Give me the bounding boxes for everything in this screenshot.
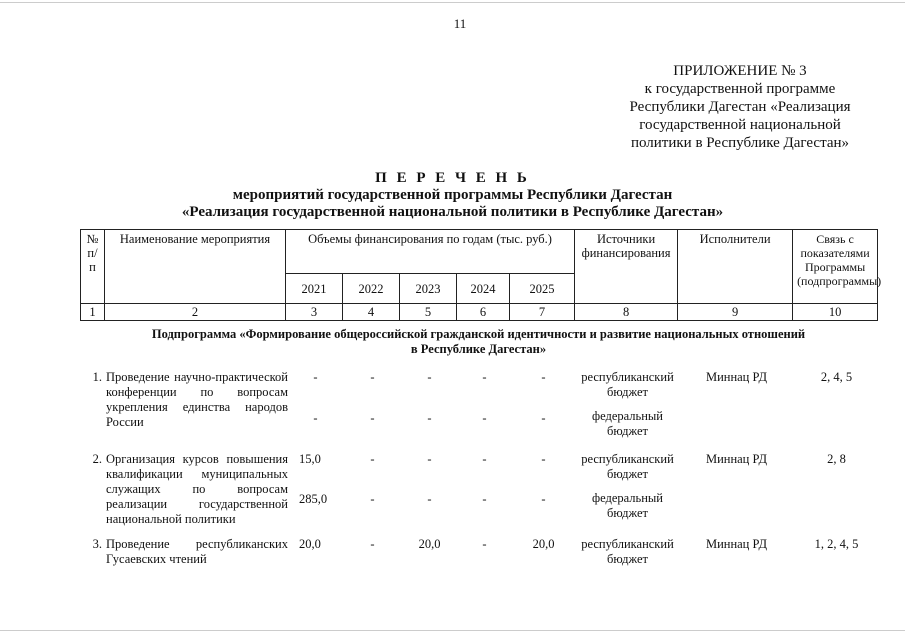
row-value: - (370, 411, 375, 425)
row-name: Проведение научно-практической конференции по вопросам укрепления единства народов России (106, 370, 288, 429)
row-link: 2, 8 (827, 452, 846, 466)
subprogram-line: в Республике Дагестан» (410, 342, 547, 356)
row-value: - (541, 411, 546, 425)
title-line: мероприятий государственной программы Республики Дагестан (232, 187, 673, 203)
col-number: 6 (457, 304, 510, 321)
row-value: - (541, 452, 546, 466)
row-executor: Миннац РД (705, 370, 768, 384)
col-number: 4 (343, 304, 400, 321)
col-number: 10 (793, 304, 878, 321)
row-value: - (313, 370, 318, 384)
col-number: 8 (575, 304, 678, 321)
row-value: - (482, 411, 487, 425)
row-source: республиканский бюджет (581, 537, 674, 566)
row-value: - (482, 537, 487, 551)
row-number: 2. (92, 452, 102, 466)
header-year: 2025 (510, 274, 575, 304)
header-col-executors: Исполнители (678, 230, 793, 304)
col-number: 1 (81, 304, 105, 321)
header-col-link: Связь с показателями Программы (подпрограммы) (793, 230, 878, 304)
row-link: 1, 2, 4, 5 (814, 537, 859, 551)
appendix-line: политики в Республике Дагестан» (630, 135, 850, 151)
col-number: 7 (510, 304, 575, 321)
row-value: - (313, 411, 318, 425)
title-line: П Е Р Е Ч Е Н Ь (375, 170, 530, 186)
row-name: Организация курсов повышения квалификации муниципальных служащих по вопросам реализации государственной национальной политики (106, 452, 288, 526)
row-value: - (370, 370, 375, 384)
row-value: - (427, 452, 432, 466)
subprogram-line: Подпрограмма «Формирование общероссийской гражданской идентичности и развитие национальных отношений (151, 327, 806, 341)
row-value: - (482, 452, 487, 466)
header-year: 2022 (343, 274, 400, 304)
row-value: - (370, 492, 375, 506)
appendix-line: Республики Дагестан «Реализация (629, 99, 851, 115)
row-source: федеральный бюджет (591, 491, 663, 520)
header-col-funding: Объемы финансирования по годам (тыс. руб.) (286, 230, 575, 274)
row-number: 3. (92, 537, 102, 551)
row-source: республиканский бюджет (581, 370, 674, 399)
row-value: 20,0 (418, 537, 441, 551)
col-number: 5 (400, 304, 457, 321)
scan-edge-top (0, 2, 905, 3)
col-number: 2 (105, 304, 286, 321)
table-header (80, 229, 882, 321)
row-executor: Миннац РД (705, 537, 768, 551)
appendix-block (600, 62, 880, 152)
row-value: - (541, 370, 546, 384)
row-value: 285,0 (299, 492, 328, 506)
col-number: 3 (286, 304, 343, 321)
appendix-line: государственной национальной (639, 117, 841, 133)
header-col-number: № п/п (81, 230, 105, 304)
header-year: 2023 (400, 274, 457, 304)
row-link: 2, 4, 5 (820, 370, 853, 384)
row-executor: Миннац РД (705, 452, 768, 466)
document-title (0, 170, 905, 221)
row-name: Проведение республиканских Гусаевских чтений (106, 537, 288, 566)
title-line: «Реализация государственной национальной политики в Республике Дагестан» (181, 204, 724, 220)
row-value: - (427, 411, 432, 425)
header-col-name: Наименование мероприятия (105, 230, 286, 304)
row-value: - (427, 370, 432, 384)
appendix-line: ПРИЛОЖЕНИЕ № 3 (673, 63, 807, 79)
row-value: - (370, 537, 375, 551)
subprogram-heading (80, 327, 877, 357)
row-value: - (370, 452, 375, 466)
appendix-line: к государственной программе (644, 81, 836, 97)
row-value: - (541, 492, 546, 506)
row-value: 20,0 (299, 537, 321, 551)
row-source: федеральный бюджет (591, 409, 663, 438)
header-year: 2024 (457, 274, 510, 304)
page-number: 11 (453, 16, 467, 31)
scan-edge-bottom (0, 630, 905, 631)
row-number: 1. (92, 370, 102, 384)
row-value: 20,0 (532, 537, 555, 551)
col-number: 9 (678, 304, 793, 321)
header-year: 2021 (286, 274, 343, 304)
row-value: - (427, 492, 432, 506)
header-col-sources: Источники финансирования (575, 230, 678, 304)
row-value: 15,0 (299, 452, 321, 466)
row-value: - (482, 370, 487, 384)
row-value: - (482, 492, 487, 506)
row-source: республиканский бюджет (581, 452, 674, 481)
